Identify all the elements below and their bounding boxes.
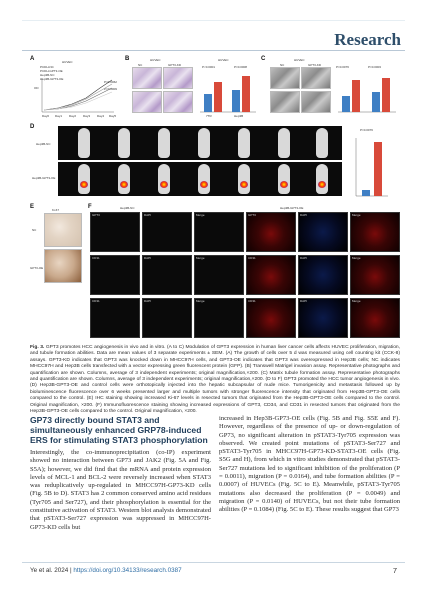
if-r2c1 bbox=[90, 255, 140, 295]
panel-a-legend-4: Hep3B-GPT3-OE bbox=[40, 77, 64, 81]
left-body-text: Interestingly, the co-immunoprecipitation (co-IP) experiment showed no interaction between GP73 and JAK2 (Fig. 5A and Fig. S5A); however, we did find that the mRNA and protein expression levels of MCL-1 and BCL-2 were reversely increased when STAT3 was reduplicatively up-regulated in MHCC97H-GP73-KD cells (Fig. 5B to D). STAT3 has 2 common conserved amino acid residues (Tyr705 and Ser727), and their phosphorylation is essential for the constitutive activation of STAT3. Western blot analysis demonstrated that pSTAT3-Ser727 expression was suppressed in MHCC97H-GP73-KD cells but bbox=[30, 449, 212, 531]
ivis-row-nc bbox=[58, 126, 342, 160]
panel-a-xtick-5: Day5 bbox=[109, 114, 117, 118]
panel-b-sig-2: P=0.0008 bbox=[234, 65, 247, 69]
if-r1c5 bbox=[298, 212, 348, 252]
if-r3-label-1: CD31 bbox=[92, 299, 100, 303]
if-r3c3 bbox=[194, 298, 244, 338]
if-r3-label-2: DAPI bbox=[144, 299, 152, 303]
panel-a-ylabel: OD bbox=[34, 86, 39, 90]
panel-e-row-1: NC bbox=[32, 228, 37, 232]
if-r1c3 bbox=[194, 212, 244, 252]
panel-c-col-2: GPT3-KD bbox=[308, 63, 322, 67]
panel-b-bar-chart bbox=[198, 68, 258, 118]
doi-link[interactable]: https://doi.org/10.34133/research.0387 bbox=[73, 567, 182, 574]
panel-d-sig: P=0.0076 bbox=[360, 128, 373, 132]
panel-b-sig-1: P<0.0001 bbox=[202, 65, 215, 69]
header-rule bbox=[22, 50, 405, 51]
if-r2c2 bbox=[142, 255, 192, 295]
if-r3c5 bbox=[298, 298, 348, 338]
panel-d-row-2: Hep3B-GPT3-OE bbox=[32, 176, 56, 180]
section-heading: GP73 directly bound STAT3 and simultaneously enhanced GRP78-induced ERS for stimulating STAT3 phosphorylation bbox=[30, 415, 208, 445]
caption-fig-label: Fig. 3. bbox=[30, 345, 45, 350]
citation-text: Ye et al. 2024 | bbox=[30, 567, 74, 574]
if-r2-label-6: Merge bbox=[352, 256, 361, 260]
tube-image-4 bbox=[301, 91, 331, 113]
if-r3c1 bbox=[90, 298, 140, 338]
if-r1c1 bbox=[90, 212, 140, 252]
panel-c-sig-1: P=0.0076 bbox=[336, 65, 349, 69]
panel-a-xtick-0: Day0 bbox=[42, 114, 50, 118]
if-r1c2 bbox=[142, 212, 192, 252]
ihc-image-nc bbox=[44, 213, 82, 247]
panel-a-top-label: HUVEC bbox=[62, 60, 73, 64]
if-r3c4 bbox=[246, 298, 296, 338]
panel-a-sig-2: P=0.0009 bbox=[104, 87, 117, 91]
panel-label-a: A bbox=[30, 56, 35, 62]
panel-label-f: F bbox=[88, 204, 92, 210]
if-r2-label-5: DAPI bbox=[300, 256, 308, 260]
if-r3c6 bbox=[350, 298, 400, 338]
page-number: 7 bbox=[392, 566, 397, 575]
if-r2c3 bbox=[194, 255, 244, 295]
panel-b-col-1: NC bbox=[138, 63, 143, 67]
panel-f-group-1: Hep3B-NC bbox=[120, 206, 135, 210]
panel-b-col-2: GPT3-KD bbox=[168, 63, 182, 67]
if-r2-label-4: CD31 bbox=[248, 256, 256, 260]
panel-f-grid bbox=[90, 212, 400, 340]
panel-a-legend-3: Hep3B-NC bbox=[40, 73, 55, 77]
panel-f-group-2: Hep3B-GPT3-OE bbox=[280, 206, 304, 210]
panel-d-row-1: Hep3B-NC bbox=[36, 142, 51, 146]
if-r3c2 bbox=[142, 298, 192, 338]
transwell-image-2 bbox=[163, 67, 193, 89]
transwell-image-1 bbox=[132, 67, 162, 89]
if-r2-label-1: CD31 bbox=[92, 256, 100, 260]
transwell-image-4 bbox=[163, 91, 193, 113]
panel-c-bar-chart bbox=[336, 68, 398, 118]
panel-b-top: HUVEC bbox=[150, 58, 161, 62]
caption-text: GPT3 promotes HCC angiogenesis in vivo and in vitro. (A to C) Modulation of GPT3 expression in human liver cancer cells affects HUVEC proliferation, migration, and tubule formation abilities. Data are mean values of 3 separate experiments ± SEM. (A) The growth of cells over 5 d was measured using cell counting kit (CCK-8) assays. GPT3-KD indicates that GPT3 was knocked down in MHCC97H cells, and GPT3-OE indicates that GPT3 was overexpressed in Hep3B cells; NC indicates MHCC97H and Hep3B cells transfected with a vector expressing green fluorescent protein (GFP). (B) Transwell Matrigel invasion assay. Representative photographs and quantification are shown. Columns, average of 3 independent experiments; original magnification,×200. (C) Matrix tubule formation assay. Representative photographs and quantification are shown. Columns, average of 3 independent experiments; original magnification,×200. (D to F) GPT3 promoted the HCC tumor angiogenesis in vivo. (D) Hep3B-GPT3-OE and control cells were orthotopically injected into the hepatic subcapsular of nude mice. Tumorigenicity and metastasis followed up by bioluminescence fluorescence over 6 weeks presented larger and multiple tumors with stronger fluorescence intensity that originated from Hep3B-GPT3-OE cells compared to the control. (E) IHC staining showing increased Ki-67 levels in resected tumors that originated from the Hep3B-GPT3-OE cells compared to the control. Original magnification, ×200. (F) Immunofluorescence staining showing increased expressions of GPT3, CD34, and CD31 in resected tumors that originated from the Hep3B-GPT3-OE cells compared to the control. Original magnification, ×200. bbox=[30, 345, 401, 415]
panel-d-bar-chart bbox=[352, 132, 392, 202]
panel-e-col: Ki-67 bbox=[52, 208, 60, 212]
panel-a-xtick-2: Day2 bbox=[69, 114, 77, 118]
panel-a-plot bbox=[34, 60, 122, 120]
footer-rule bbox=[22, 562, 405, 563]
transwell-image-3 bbox=[132, 91, 162, 113]
panel-a-sig-1: P=0.0062 bbox=[104, 80, 117, 84]
panel-a-line-chart bbox=[34, 60, 122, 120]
if-r3-label-6: Merge bbox=[352, 299, 361, 303]
figure-caption bbox=[30, 345, 400, 415]
panel-e-row-2: GPT3-OE bbox=[30, 266, 44, 270]
tube-image-2 bbox=[301, 67, 331, 89]
if-r2-label-2: DAPI bbox=[144, 256, 152, 260]
panel-b bbox=[130, 58, 258, 120]
tube-image-3 bbox=[270, 91, 300, 113]
left-column bbox=[30, 415, 211, 532]
panel-b-xlabel-2: Hep3B bbox=[234, 114, 244, 118]
if-r1-label-5: DAPI bbox=[300, 213, 308, 217]
journal-brand: Research bbox=[334, 30, 401, 49]
if-r3-label-5: DAPI bbox=[300, 299, 308, 303]
right-body-text: increased in Hep3B-GP73-OE cells (Fig. 5B and Fig. S5E and F). However, regardless of the presence of up- or down-regulation of GP73, no significant alteration in pSTAT3-Tyr705 expression was observed. We created point mutations of pSTAT3-Ser727 and pSTAT3-Tyr705 in MHCC97H-GP73-KD-STAT3-OE cells (Fig. S5G and H), from which in vitro studies demonstrated that pSTAT3-Ser727 mutations led to significant inhibition of the proliferation (P = 0.0011), migration (P = 0.0164), and tube formation abilities (P = 0.0007) of HUVECs (Fig. 5C to E). Meanwhile, pSTAT3-Tyr705 mutations also decreased the proliferation (P = 0.0049) and migration (P = 0.0140) of HUVECs, but not their tube formation abilities (P = 0.1084) (Fig. 5C to E). These results suggest that GP73 bbox=[219, 415, 400, 514]
if-r2-label-3: Merge bbox=[196, 256, 205, 260]
ivis-row-oe bbox=[58, 162, 342, 196]
panel-b-xlabel-1: 7TR bbox=[206, 114, 212, 118]
footer-citation bbox=[30, 567, 182, 574]
panel-a-legend-2: PCDH-GPT3-OE bbox=[40, 69, 63, 73]
if-r1-label-3: Merge bbox=[196, 213, 205, 217]
if-r2c4 bbox=[246, 255, 296, 295]
right-column bbox=[219, 415, 400, 515]
panel-label-b: B bbox=[125, 56, 130, 62]
panel-c-top: HUVEC bbox=[294, 58, 305, 62]
panel-c-col-1: NC bbox=[280, 63, 285, 67]
ihc-image-oe bbox=[44, 249, 82, 283]
figure-3 bbox=[30, 56, 400, 341]
panel-b-bar-top: HUVEC bbox=[218, 58, 229, 62]
if-r1-label-4: GPT3 bbox=[248, 213, 256, 217]
if-r2c5 bbox=[298, 255, 348, 295]
panel-label-d: D bbox=[30, 124, 35, 130]
panel-a-xtick-1: Day1 bbox=[55, 114, 63, 118]
panel-a-xtick-3: Day3 bbox=[83, 114, 91, 118]
panel-a-legend-1: PCDH-NC bbox=[40, 65, 54, 69]
tube-image-1 bbox=[270, 67, 300, 89]
panel-a-xtick-4: Day4 bbox=[97, 114, 105, 118]
if-r1-label-1: GPT3 bbox=[92, 213, 100, 217]
if-r1c4 bbox=[246, 212, 296, 252]
if-r1-label-2: DAPI bbox=[144, 213, 152, 217]
panel-label-e: E bbox=[30, 204, 35, 210]
panel-c-sig-2: P=0.0003 bbox=[368, 65, 381, 69]
if-r1c6 bbox=[350, 212, 400, 252]
if-r2c6 bbox=[350, 255, 400, 295]
top-rule bbox=[22, 20, 405, 21]
panel-c bbox=[266, 58, 400, 120]
if-r1-label-6: Merge bbox=[352, 213, 361, 217]
panel-label-c: C bbox=[261, 56, 266, 62]
if-r3-label-4: CD31 bbox=[248, 299, 256, 303]
if-r3-label-3: Merge bbox=[196, 299, 205, 303]
